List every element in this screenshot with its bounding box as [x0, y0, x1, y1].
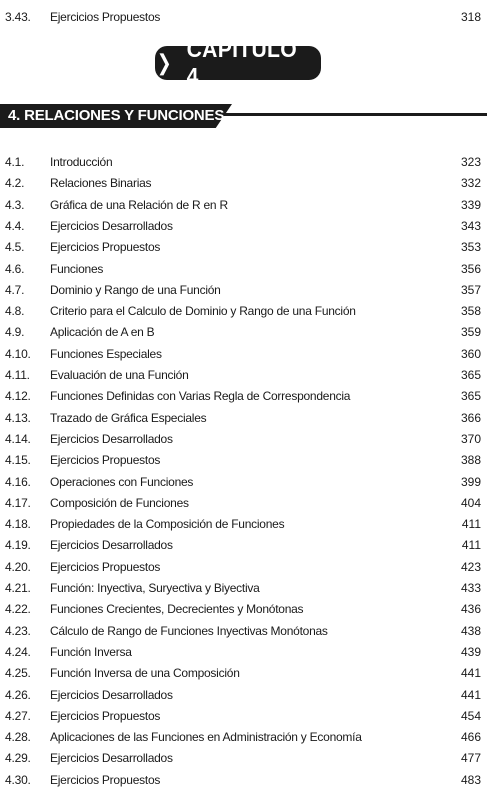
entry-page: 332	[460, 176, 481, 191]
entry-title: Trazado de Gráfica Especiales	[50, 410, 207, 425]
entry-page: 423	[460, 559, 481, 574]
toc-entry	[0, 280, 487, 301]
entry-page: 438	[460, 623, 481, 638]
entry-title: Funciones Definidas con Varias Regla de Correspondencia	[50, 389, 351, 404]
entry-page: 411	[461, 517, 481, 532]
entry-page: 339	[460, 197, 481, 212]
entry-page: 365	[460, 368, 481, 382]
entry-page: 433	[460, 581, 481, 595]
toc-entry	[0, 621, 487, 642]
entry-title: Ejercicios Propuestos	[50, 240, 161, 255]
entry-number: 4.2.	[5, 176, 25, 191]
entry-number: 4.26.	[5, 687, 31, 702]
toc-entry	[0, 322, 487, 343]
toc-entry	[0, 450, 487, 471]
entry-number: 4.22.	[5, 602, 31, 617]
entry-number: 4.1.	[5, 155, 25, 169]
toc-entry	[0, 301, 487, 322]
toc-entry	[0, 365, 487, 386]
entry-title: Ejercicios Propuestos	[50, 708, 161, 723]
toc-entry	[0, 706, 487, 727]
toc-entry	[0, 663, 487, 684]
entry-number: 4.14.	[5, 431, 31, 446]
section-title: 4. RELACIONES Y FUNCIONES	[8, 107, 225, 124]
entry-page: 411	[461, 538, 481, 553]
entry-page: 323	[460, 155, 481, 169]
entry-title: Criterio para el Calculo de Dominio y Rango de una Función	[50, 304, 356, 319]
entry-page: 358	[460, 304, 481, 319]
entry-title: Operaciones con Funciones	[50, 474, 194, 489]
entry-page: 370	[460, 431, 481, 446]
entry-page: 436	[460, 602, 481, 617]
entry-page: 357	[460, 282, 481, 297]
entry-page: 365	[460, 389, 481, 404]
entry-title: Función: Inyectiva, Suryectiva y Biyectiva	[50, 581, 260, 595]
entry-number: 4.15.	[5, 453, 31, 468]
entry-number: 4.23.	[5, 623, 31, 638]
entry-title: Ejercicios Desarrollados	[50, 751, 173, 766]
entry-number: 3.43.	[5, 10, 31, 24]
entry-number: 4.16.	[5, 474, 31, 489]
entry-number: 4.24.	[5, 644, 31, 659]
entry-title: Ejercicios Propuestos	[50, 559, 161, 574]
entry-number: 4.30.	[5, 772, 31, 787]
entry-title: Composición de Funciones	[50, 495, 189, 510]
entry-title: Ejercicios Desarrollados	[50, 431, 173, 446]
entry-page: 399	[460, 474, 481, 489]
entry-page: 404	[460, 495, 481, 510]
entry-title: Funciones	[50, 261, 104, 276]
toc-entry	[0, 152, 487, 173]
entry-page: 466	[460, 730, 481, 745]
entry-page: 441	[460, 687, 481, 702]
entry-number: 4.5.	[5, 240, 25, 255]
toc-entry	[0, 472, 487, 493]
chapter-title: CAPITULO 4	[187, 36, 298, 89]
entry-title: Ejercicios Propuestos	[50, 772, 161, 787]
entry-page: 483	[460, 772, 481, 787]
toc-entry	[0, 770, 487, 791]
toc-entry	[0, 535, 487, 556]
toc-entry	[0, 259, 487, 280]
entry-number: 4.3.	[5, 197, 25, 212]
toc-entry	[0, 386, 487, 407]
entry-page: 343	[460, 218, 481, 233]
entry-title: Gráfica de una Relación de R en R	[50, 197, 228, 212]
entry-number: 4.11.	[5, 368, 30, 382]
toc-entry	[0, 7, 487, 28]
entry-title: Ejercicios Propuestos	[50, 10, 161, 24]
entry-number: 4.28.	[5, 730, 31, 745]
entry-number: 4.27.	[5, 708, 31, 723]
entry-title: Relaciones Binarias	[50, 176, 152, 191]
entry-page: 454	[460, 708, 481, 723]
entry-title: Ejercicios Desarrollados	[50, 538, 173, 553]
entry-number: 4.10.	[5, 346, 31, 361]
entry-page: 439	[460, 644, 481, 659]
entry-number: 4.19.	[5, 538, 31, 553]
entry-page: 356	[460, 261, 481, 276]
entry-number: 4.17.	[5, 495, 31, 510]
entry-title: Aplicación de A en B	[50, 325, 155, 340]
entry-title: Introducción	[50, 155, 113, 169]
entry-number: 4.13.	[5, 410, 31, 425]
entry-title: Evaluación de una Función	[50, 368, 189, 382]
entry-title: Dominio y Rango de una Función	[50, 282, 221, 297]
entry-number: 4.6.	[5, 261, 25, 276]
toc-entry	[0, 642, 487, 663]
entry-number: 4.20.	[5, 559, 31, 574]
entry-number: 4.29.	[5, 751, 31, 766]
entry-number: 4.21.	[5, 581, 31, 595]
toc-entry	[0, 748, 487, 769]
toc-entry	[0, 557, 487, 578]
entry-title: Propiedades de la Composición de Funciones	[50, 517, 285, 532]
entry-page: 388	[460, 453, 481, 468]
toc-entry	[0, 216, 487, 237]
toc-entry	[0, 195, 487, 216]
toc-entry	[0, 429, 487, 450]
entry-title: Ejercicios Desarrollados	[50, 687, 173, 702]
entry-title: Funciones Especiales	[50, 346, 162, 361]
entry-number: 4.18.	[5, 517, 31, 532]
entry-number: 4.4.	[5, 218, 25, 233]
toc-entry	[0, 514, 487, 535]
entry-title: Aplicaciones de las Funciones en Administración y Economía	[50, 730, 362, 745]
entry-number: 4.9.	[5, 325, 25, 340]
entry-title: Función Inversa	[50, 644, 132, 659]
entry-title: Cálculo de Rango de Funciones Inyectivas Monótonas	[50, 623, 328, 638]
entry-page: 359	[460, 325, 481, 340]
entry-page: 477	[460, 751, 481, 766]
toc-entry	[0, 727, 487, 748]
entry-title: Ejercicios Desarrollados	[50, 218, 173, 233]
entry-page: 366	[460, 410, 481, 425]
toc-entry	[0, 344, 487, 365]
toc-entry	[0, 493, 487, 514]
entry-page: 360	[460, 346, 481, 361]
entry-page: 353	[460, 240, 481, 255]
toc-entry	[0, 599, 487, 620]
chevron-right-icon: ❯	[156, 50, 172, 75]
section-header	[0, 100, 487, 130]
entry-title: Funciones Crecientes, Decrecientes y Monótonas	[50, 602, 304, 617]
entry-number: 4.12.	[5, 389, 31, 404]
toc-entry	[0, 685, 487, 706]
entry-title: Función Inversa de una Composición	[50, 666, 240, 681]
toc-entry	[0, 408, 487, 429]
toc-entry	[0, 237, 487, 258]
entry-number: 4.7.	[5, 282, 25, 297]
entry-number: 4.25.	[5, 666, 31, 681]
toc-entry	[0, 173, 487, 194]
entry-page: 441	[460, 666, 481, 681]
entry-number: 4.8.	[5, 304, 25, 319]
chapter-banner	[155, 36, 321, 89]
toc-entry	[0, 578, 487, 599]
entry-title: Ejercicios Propuestos	[50, 453, 161, 468]
entry-page: 318	[460, 10, 481, 24]
